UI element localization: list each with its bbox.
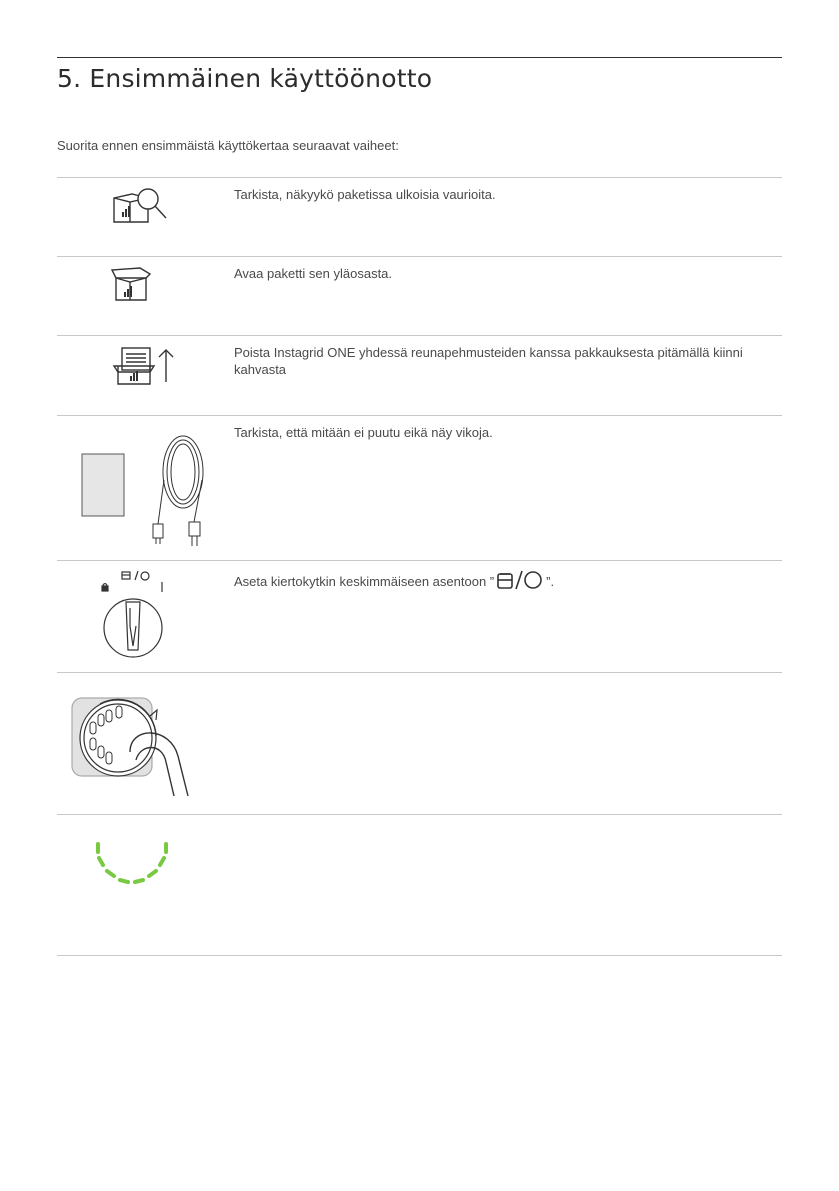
top-rule	[57, 57, 782, 58]
step-4-text: Tarkista, että mitään ei puutu eikä näy vikoja.	[234, 425, 493, 440]
remove-from-package-icon	[110, 344, 180, 391]
row-divider	[57, 415, 782, 416]
step-5-text-before: Aseta kiertokytkin keskimmäiseen asentoon ”	[234, 574, 495, 589]
step-2-text: Avaa paketti sen yläosasta.	[234, 266, 393, 281]
plug-rotate-icon	[70, 686, 200, 805]
step-3-text: Poista Instagrid ONE yhdessä reunapehmusteiden kanssa pakkauksesta pitämällä kiinni kahvasta	[234, 345, 743, 377]
row-divider	[57, 672, 782, 673]
manual-and-cable-icon	[78, 432, 218, 555]
charging-off-symbol-icon	[496, 570, 544, 594]
step-1-text: Tarkista, näkyykö paketissa ulkoisia vaurioita.	[234, 187, 496, 202]
green-led-ring-icon	[90, 834, 180, 899]
intro-text: Suorita ennen ensimmäistä käyttökertaa seuraavat vaiheet:	[57, 138, 399, 153]
row-divider	[57, 955, 782, 956]
page-title: 5. Ensimmäinen käyttöönotto	[57, 64, 433, 93]
row-divider	[57, 256, 782, 257]
row-divider	[57, 177, 782, 178]
package-magnifier-icon	[110, 186, 170, 231]
row-divider	[57, 560, 782, 561]
rotary-switch-icon	[100, 568, 170, 671]
step-5-text	[234, 570, 764, 594]
step-5-text-after: ”.	[546, 574, 555, 589]
row-divider	[57, 335, 782, 336]
row-divider	[57, 814, 782, 815]
open-package-icon	[110, 266, 160, 307]
